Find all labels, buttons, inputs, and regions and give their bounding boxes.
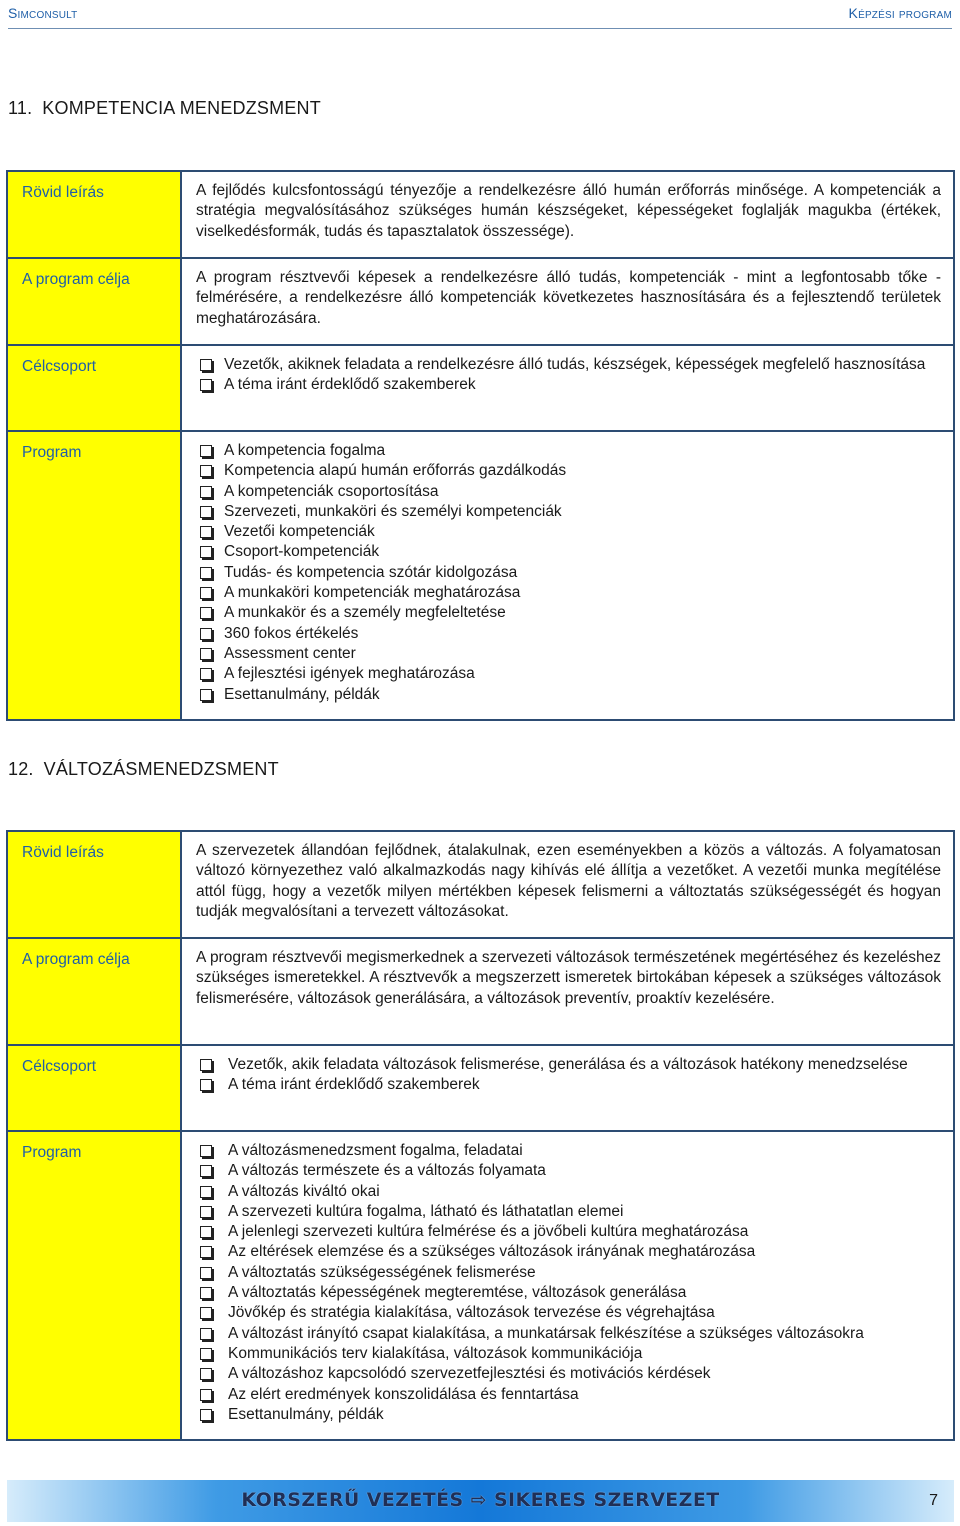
checkbox-icon (200, 379, 212, 391)
checkbox-icon (200, 607, 212, 619)
row-label: Rövid leírás (7, 831, 181, 938)
checkbox-list (196, 441, 941, 705)
checkbox-icon (200, 1409, 212, 1421)
checkbox-list (196, 1141, 941, 1425)
checkbox-icon (200, 359, 212, 371)
list-item: A változást irányító csapat kialakítása, a munkatársak felkészítése a szükséges változásokra (196, 1324, 941, 1344)
list-item: A téma iránt érdeklődő szakemberek (196, 1075, 941, 1095)
list-item: Vezetők, akiknek feladata a rendelkezésre álló tudás, készségek, képességek megfelelő hasznosítása (196, 355, 941, 375)
row-short-description (7, 171, 954, 258)
checkbox-icon (200, 1307, 212, 1319)
row-label: A program célja (7, 258, 181, 345)
list-item: Vezetők, akik feladata változások felismerése, generálása és a változások hatékony menedzselése (196, 1055, 941, 1075)
list-item: Kommunikációs terv kialakítása, változások kommunikációja (196, 1344, 941, 1364)
page-footer (7, 1480, 954, 1522)
row-program (7, 431, 954, 720)
row-label: A program célja (7, 938, 181, 1045)
row-label: Rövid leírás (7, 171, 181, 258)
list-item: Assessment center (196, 644, 941, 664)
checkbox-icon (200, 1246, 212, 1258)
checkbox-icon (200, 1287, 212, 1299)
checkbox-icon (200, 628, 212, 640)
list-item: A változtatás képességének megteremtése, változások generálása (196, 1283, 941, 1303)
list-item: Kompetencia alapú humán erőforrás gazdálkodás (196, 461, 941, 481)
list-item: A jelenlegi szervezeti kultúra felmérése és a jövőbeli kultúra meghatározása (196, 1222, 941, 1242)
list-item: A munkaköri kompetenciák meghatározása (196, 583, 941, 603)
program-cell (181, 1131, 954, 1440)
checkbox-icon (200, 587, 212, 599)
row-label: Program (7, 1131, 181, 1440)
checkbox-icon (200, 486, 212, 498)
checkbox-icon (200, 1165, 212, 1177)
checkbox-icon (200, 1368, 212, 1380)
checkbox-icon (200, 567, 212, 579)
list-item: Vezetői kompetenciák (196, 522, 941, 542)
list-item: A változás természete és a változás folyamata (196, 1161, 941, 1181)
page-number: 7 (929, 1492, 938, 1509)
short-description-text: A fejlődés kulcsfontosságú tényezője a rendelkezésre álló humán erőforrás minősége. A kompetenciák a stratégia megvalósításához szükséges humán készségeket, képességeket foglalják magukba (értékek, viselkedésformák, tudás és tapasztalatok összessége). (181, 171, 954, 258)
row-label: Célcsoport (7, 1045, 181, 1131)
list-item: Szervezeti, munkaköri és személyi kompetenciák (196, 502, 941, 522)
checkbox-icon (200, 526, 212, 538)
row-label: Célcsoport (7, 345, 181, 431)
checkbox-icon (200, 1226, 212, 1238)
row-short-description (7, 831, 954, 938)
checkbox-icon (200, 1267, 212, 1279)
checkbox-list (196, 1055, 941, 1096)
list-item: A változásmenedzsment fogalma, feladatai (196, 1141, 941, 1161)
section-number: 11. (8, 98, 33, 118)
list-item: A munkakör és a személy megfeleltetése (196, 603, 941, 623)
section-title (8, 759, 279, 780)
row-program (7, 1131, 954, 1440)
checkbox-icon (200, 648, 212, 660)
checkbox-icon (200, 1059, 212, 1071)
section-title (8, 98, 321, 119)
list-item: A változáshoz kapcsolódó szervezetfejlesztési és motivációs kérdések (196, 1364, 941, 1384)
checkbox-list (196, 355, 941, 396)
checkbox-icon (200, 1206, 212, 1218)
list-item: Esettanulmány, példák (196, 1405, 941, 1425)
list-item: A változtatás szükségességének felismerése (196, 1263, 941, 1283)
list-item: A kompetenciák csoportosítása (196, 482, 941, 502)
program-cell (181, 431, 954, 720)
checkbox-icon (200, 1186, 212, 1198)
checkbox-icon (200, 506, 212, 518)
row-label: Program (7, 431, 181, 720)
list-item: A kompetencia fogalma (196, 441, 941, 461)
list-item: Az elért eredmények konszolidálása és fenntartása (196, 1385, 941, 1405)
program-table (6, 830, 955, 1441)
list-item: Esettanulmány, példák (196, 685, 941, 705)
document-title: Képzési program (848, 5, 952, 21)
program-goal-text: A program résztvevői képesek a rendelkezésre álló tudás, kompetenciák - mint a legfontosabb tőke - felmérésére, a rendelkezésre álló kompetenciák következetes hasznosítására és a fejlesztendő területek meghatározására. (181, 258, 954, 345)
page-header (8, 2, 952, 29)
list-item: A fejlesztési igények meghatározása (196, 664, 941, 684)
list-item: Tudás- és kompetencia szótár kidolgozása (196, 563, 941, 583)
checkbox-icon (200, 465, 212, 477)
checkbox-icon (200, 668, 212, 680)
program-table (6, 170, 955, 721)
list-item: Az eltérések elemzése és a szükséges változások irányának meghatározása (196, 1242, 941, 1262)
list-item: 360 fokos értékelés (196, 624, 941, 644)
target-group-cell (181, 1045, 954, 1131)
row-program-goal (7, 258, 954, 345)
row-program-goal (7, 938, 954, 1045)
checkbox-icon (200, 445, 212, 457)
list-item: A szervezeti kultúra fogalma, látható és láthatatlan elemei (196, 1202, 941, 1222)
footer-slogan: KORSZERŰ VEZETÉS ⇨ SIKERES SZERVEZET (241, 1489, 720, 1511)
section-heading: VÁLTOZÁSMENEDZSMENT (43, 759, 279, 779)
row-target-group (7, 1045, 954, 1131)
short-description-text: A szervezetek állandóan fejlődnek, átalakulnak, ezen eseményekben a közös a változás. A folyamatosan változó környezethez való alkalmazkodás nagy kihívás elé állítja a vezetőket. A vezetői munka megítélése attól függ, hogy a vezetők milyen mértékben képesek felismerni a változtatás szükségességét és hogyan tudják megvalósítani a tervezett változásokat. (181, 831, 954, 938)
list-item: Csoport-kompetenciák (196, 542, 941, 562)
checkbox-icon (200, 1389, 212, 1401)
section-number: 12. (8, 759, 34, 779)
checkbox-icon (200, 1145, 212, 1157)
checkbox-icon (200, 1348, 212, 1360)
row-target-group (7, 345, 954, 431)
checkbox-icon (200, 546, 212, 558)
target-group-cell (181, 345, 954, 431)
company-name: Simconsult (8, 5, 78, 21)
checkbox-icon (200, 1079, 212, 1091)
checkbox-icon (200, 1328, 212, 1340)
section-heading: KOMPETENCIA MENEDZSMENT (42, 98, 321, 118)
list-item: Jövőkép és stratégia kialakítása, változások tervezése és végrehajtása (196, 1303, 941, 1323)
checkbox-icon (200, 689, 212, 701)
list-item: A változás kiváltó okai (196, 1182, 941, 1202)
list-item: A téma iránt érdeklődő szakemberek (196, 375, 941, 395)
program-goal-text: A program résztvevői megismerkednek a szervezeti változások természetének megértéséhez és kezeléshez szükséges ismeretekkel. A résztvevők a megszerzett ismeretek birtokában képesek a szükséges változások felismerésére, változások generálására, a változások preventív, proaktív kezelésére. (181, 938, 954, 1045)
